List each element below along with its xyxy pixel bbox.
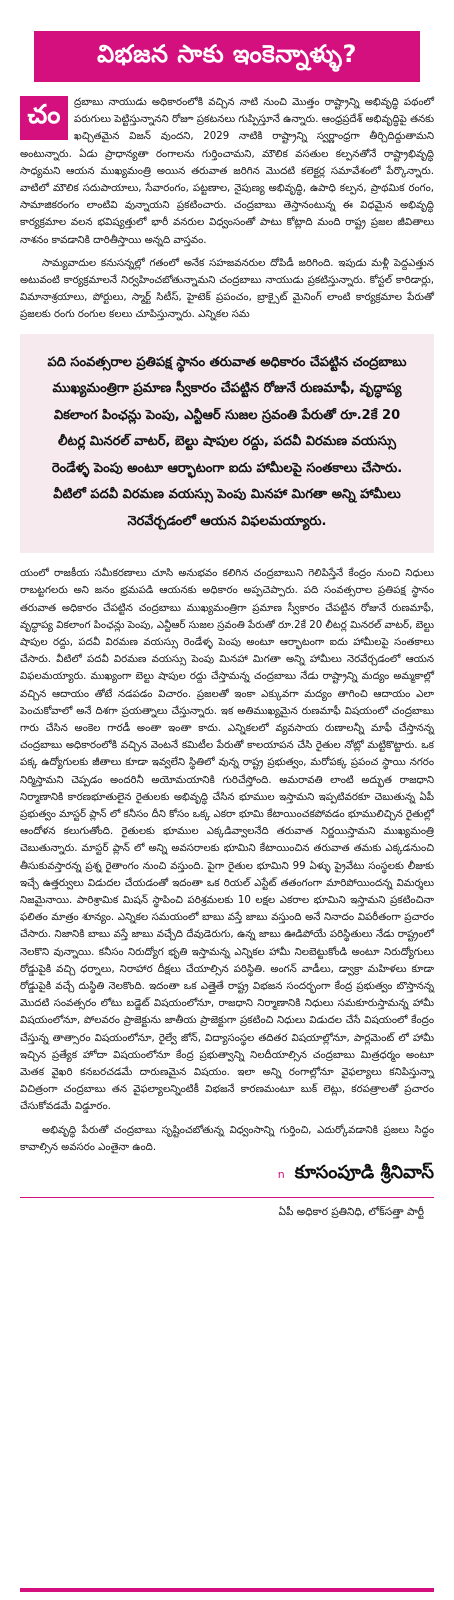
byline-mark: n	[277, 1168, 285, 1182]
pullquote-box	[20, 334, 434, 554]
paragraph-4: అభివృద్ధి పేరుతో చంద్రబాబు సృష్టించబోతున్న విధ్వంసాన్ని గుర్తించి, ఎదుర్కోవడానికి ప్రజలు సిద్ధం కావాల్సిన అవసరం ఎంతైనా ఉంది.	[20, 1124, 434, 1153]
article-body	[20, 94, 434, 1221]
paragraph-2: సామ్యవాదుల కనుసన్నల్లో గతంలో అనేక సహజవనరుల దోపిడీ జరిగింది. ఇపుడు మళ్లీ పెద్దఎత్తున అటువంటి కార్యక్రమాలనే నిర్వహించబోతున్నామని చంద్రబాబు నాయుడు ప్రకటిస్తున్నారు. కోస్టల్ కారిడార్లు, విమానాశ్రయాలు, పోర్టులు, స్మార్ట్ సిటీస్, హైటెక్ ప్రపంచం, బ్రాక్సైట్ మైనింగ్ లాంటి కార్యక్రమాల పేరుతో ప్రజలకు రంగు రంగుల కలలు చూపిస్తున్నారు. ఎన్నికల సమ	[20, 257, 434, 321]
headline-banner	[34, 31, 420, 82]
byline-divider	[20, 1197, 434, 1198]
author-name: కూసంపూడి శ్రీనివాస్	[294, 1162, 434, 1184]
headline: విభజన సాకు ఇంకెన్నాళ్ళు?	[97, 39, 357, 68]
pullquote-text: పది సంవత్సరాల ప్రతిపక్ష స్థానం తరువాత అధికారం చేపట్టిన చంద్రబాబు ముఖ్యమంత్రిగా ప్రమాణ స్వీకారం చేపట్టిన రోజునే రుణమాఫీ, వృద్ధాప్య వికలాంగ పింఛన్లు పెంపు, ఎన్టీఆర్ సుజల స్రవంతి పేరుతో రూ.2కే 20 లీటర్ల మినరల్ వాటర్, బెల్టు షాపుల రద్దు, పదవీ విరమణ వయస్సు రెండేళ్ళ పెంపు అంటూ ఆర్భాటంగా ఐదు హామీలపై సంతకాలు చేసారు. వీటిలో పదవీ విరమణ వయస్సు పెంపు మినహా మిగతా అన్ని హామీలు నెరవేర్చడంలో ఆయన విఫలమయ్యారు.	[47, 354, 407, 529]
dropcap: చం	[20, 96, 68, 140]
paragraph-1: ద్రబాబు నాయుడు అధికారంలోకి వచ్చిన నాటి నుంచి మొత్తం రాష్ట్రాన్ని అభివృద్ధి పథంలో పరుగులు పెట్టిస్తున్నానని రోజూ ప్రకటనలు గుప్పిస్తూనే ఉన్నారు. ఆంధ్రప్రదేశ్ అభివృద్ధిపై తనకు ఖచ్చితమైన విజన్ వుందని, 2029 నాటికి రాష్ట్రాన్ని స్వర్ణాంధ్రగా తీర్చిదిద్దుతామని అంటున్నారు. ఏడు ప్రాధాన్యతా రంగాలను గుర్తించామని, మౌలిక వసతుల కల్పనతోనే రాష్ట్రాభివృద్ధి సాధ్యమని ఆయన ముఖ్యమంత్రి అయిన తరువాత జరిగిన మొదటి కలెక్టర్ల సమావేశంలో పేర్కొన్నారు. వాటిలో మౌలిక సదుపాయాలు, సేవారంగం, పట్టణాల, నైపుణ్య అభివృద్ధి, ఉపాధి కల్పన, ప్రాథమిక రంగం, సామాజికరంగం లాంటివి వున్నాయని ప్రకటించారు. చంద్రబాబు తెస్తానంటున్న ఈ విధమైన అభివృద్ధి కార్యక్రమాల వలన భవిష్యత్తులో భారీ వనరుల విధ్వంసంతో పాటు కోట్లాది మంది రాష్ట్ర ప్రజల జీవితాలు నాశనం కావడానికి దారితీస్తాయి అన్నది వాస్తవం.	[20, 97, 434, 246]
byline	[20, 1162, 434, 1187]
paragraph-3: యంలో రాజకీయ సమీకరణాలు చూసి అనుభవం కలిగిన చంద్రబాబుని గెలిపిస్తేనే కేంద్రం నుంచి నిధులు రాబట్టగలరు అని జనం భ్రమపడి ఆయనకు అధికారం అప్పచెప్పారు. పది సంవత్సరాల ప్రతిపక్ష స్థానం తరువాత అధికారం చేపట్టిన చంద్రబాబు ముఖ్యమంత్రిగా ప్రమాణ స్వీకారం చేపట్టిన రోజునే రుణమాఫీ, వృద్ధాప్య వికలాంగ పింఛన్లు పెంపు, ఎన్టీఆర్ సుజల స్రవంతి పేరుతో రూ.2కే 20 లీటర్ల మినరల్ వాటర్, బెల్టు షాపుల రద్దు, పదవీ విరమణ వయస్సు రెండేళ్ళ పెంపు అంటూ ఆర్భాటంగా ఐదు హామీలపై సంతకాలు చేసారు. వీటిలో పదవీ విరమణ వయస్సు పెంపు మినహా మిగతా అన్ని హామీలు నెరవేర్చడంలో ఆయన విఫలమయ్యారు. ముఖ్యంగా బెల్టు షాపుల రద్దు చేస్తామన్న చంద్రబాబు నేడు రాష్ట్రాన్ని మద్యం అమ్మకాల్లో వచ్చిన ఆదాయం తోటే నడపడం విచారం. ప్రజలతో ఇంకా ఎక్కువగా మద్యం తాగించి ఆదాయం ఎలా పెంచుకోవాలో అనే దిశగా ప్రయత్నాలు చేస్తున్నారు. ఇక అతిముఖ్యమైన రుణమాఫీ విషయంలో చంద్రబాబు గారు చేసిన అంకెల గారడీ అంతా ఇంతా కాదు. ఎన్నికలలో వ్యవసాయ రుణాలన్నీ మాఫీ చేస్తానన్న చంద్రబాబు అధికారంలోకి వచ్చిన వెంటనే కమిటీల పేరుతో కాలయాపన చేసి రైతుల నోట్లో మట్టికొట్టారు. ఒక పక్క ఉద్యోగులకు జీతాలు కూడా ఇవ్వలేని స్థితిలో వున్న రాష్ట్ర ప్రభుత్వం, మరోపక్క ప్రపంచ స్థాయి నగరం నిర్మిస్తామని చెప్పడం అందరినీ అయోమయానికి గురిచేస్తోంది. అమరావతి లాంటి అద్భుత రాజధాని నిర్మాణానికి కారణభూతులైన రైతులకు అభివృద్ధి చేసిన భూముల ఇస్తామని ఇప్పటివరకూ చెబుతున్న ఏపీ ప్రభుత్వం మాస్టర్ ప్లాన్ లో కనీసం దీని కోసం ఒక్క ఎకరా భూమి కేటాయించకపోవడం భూములిచ్చిన రైతుల్లో ఆందోళన కలుగుతోంది. రైతులకు భూముల ఎక్కడివ్వాలనేది తరువాత నిర్ణయిస్తామని ముఖ్యమంత్రి చెబుతున్నారు. మాస్టర్ ప్లాన్ లో అన్ని అవసరాలకు భూమిని కేటాయించిన తరువాత తమకు ఎక్కడనుంచి తీసుకువస్తారన్న ప్రశ్న రైతాంగం నుంచి వస్తుంది. పైగా రైతుల భూమిని 99 ఏళ్ళు ప్రైవేటు సంస్థలకు లీజుకు ఇచ్చే ఉత్తర్వులు విడుదల చేయడంతో ఇదంతా ఒక రియల్ ఎస్టేట్ తతంగంగా మారిపోయిందన్న విమర్శలు నిజమైనాయి. పారిశ్రామిక మిషన్ స్థాపించి పరిశ్రమలకు 10 లక్షల ఎకరాల భూమిని ఇస్తామని ప్రకటించినా ఫలితం మాత్రం శూన్యం. ఎన్నికల సమయంలో బాబు వస్తే జాబు వస్తుంది అనే నినాదం విపరీతంగా ప్రచారం చేసారు. నిజానికి బాబు వస్తే జాబు వచ్చేది దేవుడెరుగు, ఉన్న జాబు ఊడిపోయే పరిస్థితులు నేడు రాష్ట్రంలో నెలకొని వున్నాయి. కనీసం నిరుద్యోగ భృతి ఇస్తామన్న ఎన్నికల హామీ నిలబెట్టుకోండి అంటూ నిరుద్యోగులు రోడ్డుపైకి వచ్చి ధర్నాలు, నిరాహార దీక్షలు చేయాల్సిన పరిస్థితి. అంగన్ వాడీలు, డ్వాక్రా మహిళలు కూడా రోడ్డుపైకి వచ్చే దుస్థితి నెలకొంది. ఇదంతా ఒక ఎత్తైతే రాష్ట్ర విభజన సందర్భంగా కేంద్ర ప్రభుత్వం బొస్తానన్న మొదటి సంవత్సరం లోటు బడ్జెట్ విషయంలోనూ, రాజధాని నిర్మాణానికి నిధులు సమకూరుస్తామన్న హామీ విషయంలోనూ, పోలవరం ప్రాజెక్టును జాతీయ ప్రాజెక్టుగా ప్రకటించి నిధులు విడుదల చేసే విషయంలో కేంద్రం చేస్తున్న తాత్సారం విషయంలోనూ, రైల్వే జోన్, విద్యాసంస్థల తదితర విషయాల్లోనూ, పార్లమెంట్ లో హామీ ఇచ్చిన ప్రత్యేక హోదా విషయంలోనూ కేంద్ర ప్రభుత్వాన్ని నిలదీయాల్సిన చంద్రబాబు మిత్రధర్మం అంటూ మెతక వైఖరి కనబరచడమే దారుణమైన విషయం. ఇలా అన్ని రంగాల్లోనూ వైఫల్యాలు కనిపిస్తున్నా విచిత్రంగా చంద్రబాబు తన వైఫల్యాలన్నింటికీ విభజనే కారణమంటూ బుక్ లెట్లు, కరపత్రాలతో ప్రచారం చేసుకోవడమే విడ్డూరం.	[20, 568, 435, 1113]
author-role: ఏపీ అధికార ప్రతినిధి, లోక్‌సత్తా పార్టీ	[278, 1206, 424, 1219]
bottom-accent-bar	[20, 1588, 434, 1592]
